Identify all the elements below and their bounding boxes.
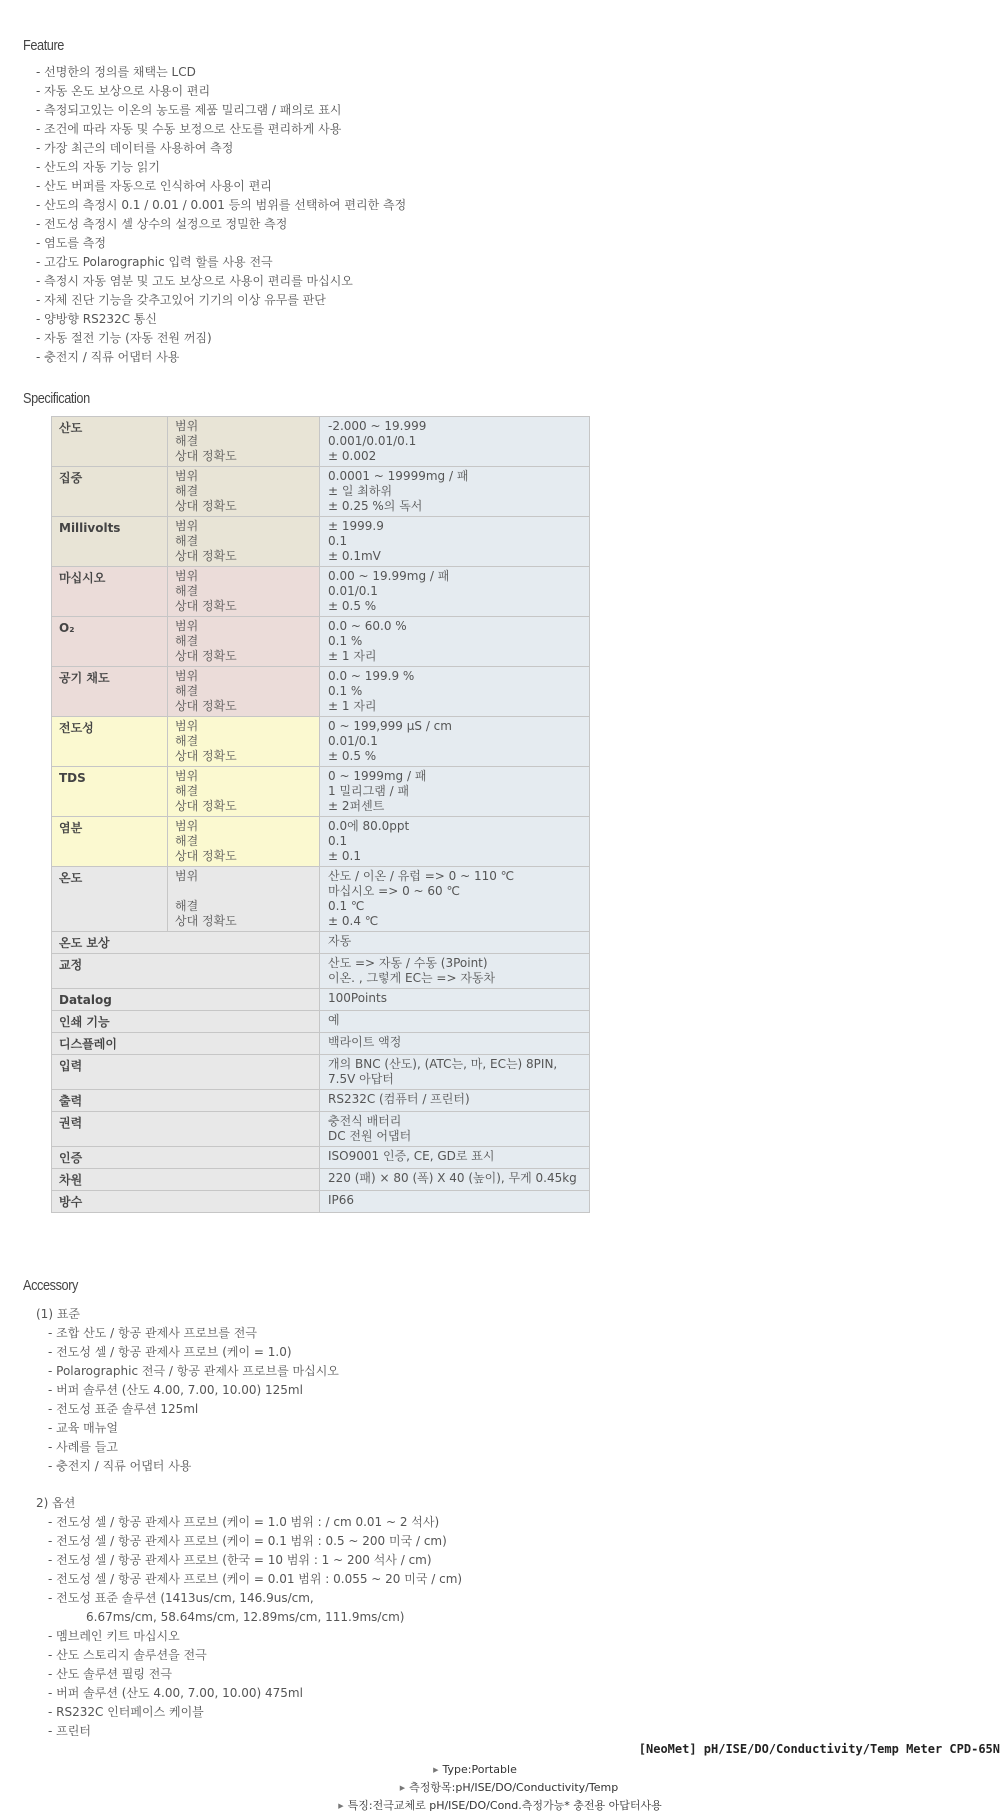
spec-values <box>320 667 590 717</box>
spec-row <box>52 867 590 932</box>
spec-value: 충전식 배터리 <box>328 1114 402 1128</box>
spec-row <box>52 1033 590 1055</box>
spec-values <box>320 1191 590 1213</box>
spec-label: 교정 <box>52 954 320 989</box>
spec-value: 0.001/0.01/0.1 <box>328 434 417 448</box>
spec-value: 0.1 <box>328 834 348 848</box>
spec-row <box>52 617 590 667</box>
accessory-option-heading: 2) 옵션 <box>36 1496 76 1510</box>
spec-value: 0.0에 80.0ppt <box>328 819 410 833</box>
accessory-standard-list <box>36 1324 339 1476</box>
list-item: - 멤브레인 키트 마십시오 <box>48 1627 462 1646</box>
spec-value: 0.1 <box>328 534 348 548</box>
list-item: - 충전지 / 직류 어댑터 사용 <box>36 348 406 367</box>
spec-value: RS232C (컴퓨터 / 프린터) <box>328 1092 470 1106</box>
spec-sub-labels <box>168 567 320 617</box>
list-item: - 선명한의 정의를 채택는 LCD <box>36 63 406 82</box>
list-item: - 조건에 따라 자동 및 수동 보정으로 산도를 편리하게 사용 <box>36 120 406 139</box>
spec-values <box>320 989 590 1011</box>
spec-value: 0 ~ 1999mg / 패 <box>328 769 427 783</box>
product-measure: 측정항목:pH/ISE/DO/Conductivity/Temp <box>409 1781 619 1794</box>
spec-value: ± 1999.9 <box>328 519 384 533</box>
list-item: - 측정되고있는 이온의 농도를 제품 밀리그램 / 패의로 표시 <box>36 101 406 120</box>
spec-sub-labels <box>168 467 320 517</box>
spec-sub-label: 상대 정확도 <box>175 449 237 463</box>
list-item: - 조합 산도 / 항공 관제사 프로브를 전극 <box>48 1324 339 1343</box>
spec-label: Datalog <box>52 989 320 1011</box>
spec-label: TDS <box>52 767 168 817</box>
spec-value: ± 0.5 % <box>328 749 377 763</box>
spec-row <box>52 517 590 567</box>
list-item: - 산도 스토리지 솔루션을 전극 <box>48 1646 462 1665</box>
spec-values <box>320 467 590 517</box>
spec-values <box>320 1055 590 1090</box>
spec-value: ± 0.25 %의 독서 <box>328 499 423 513</box>
spec-value: 예 <box>328 1013 340 1027</box>
spec-value: 0.1 % <box>328 634 363 648</box>
list-item: - 전도성 셀 / 항공 관제사 프로브 (케이 = 0.01 범위 : 0.055 ~ 20 미국 / cm) <box>48 1570 462 1589</box>
spec-value: ± 1 자리 <box>328 699 377 713</box>
list-item: - 염도를 측정 <box>36 234 406 253</box>
spec-row <box>52 567 590 617</box>
product-title: [NeoMet] pH/ISE/DO/Conductivity/Temp Meter CPD-65N <box>638 1742 1000 1756</box>
spec-label: O₂ <box>52 617 168 667</box>
spec-value: ± 일 최하위 <box>328 484 393 498</box>
list-item: - 산도의 측정시 0.1 / 0.01 / 0.001 등의 범위를 선택하여 편리한 측정 <box>36 196 406 215</box>
product-measure-line <box>9 1779 1000 1797</box>
specification-section-title: Specification <box>23 390 90 407</box>
spec-value: 1 밀리그램 / 패 <box>328 784 410 798</box>
spec-value: 자동 <box>328 934 352 948</box>
spec-sub-label: 해결 <box>175 584 199 598</box>
spec-values <box>320 617 590 667</box>
spec-row <box>52 932 590 954</box>
spec-values <box>320 1147 590 1169</box>
spec-sub-label: 범위 <box>175 669 199 683</box>
spec-label: 출력 <box>52 1090 320 1112</box>
list-item: - 전도성 셀 / 항공 관제사 프로브 (케이 = 0.1 범위 : 0.5 ~ 200 미국 / cm) <box>48 1532 462 1551</box>
spec-sub-label: 상대 정확도 <box>175 914 237 928</box>
spec-sub-label: 상대 정확도 <box>175 499 237 513</box>
spec-sub-label: 상대 정확도 <box>175 749 237 763</box>
list-item: - 전도성 표준 솔루션 (1413us/cm, 146.9us/cm, <box>48 1589 462 1608</box>
spec-value: 0.01/0.1 <box>328 734 378 748</box>
spec-values <box>320 717 590 767</box>
list-item: - 교육 매뉴얼 <box>48 1419 339 1438</box>
spec-values <box>320 817 590 867</box>
spec-value: 산도 => 자동 / 수동 (3Point) <box>328 956 488 970</box>
spec-row <box>52 989 590 1011</box>
spec-label: 염분 <box>52 817 168 867</box>
spec-sub-label: 상대 정확도 <box>175 549 237 563</box>
spec-sub-label: 해결 <box>175 684 199 698</box>
spec-value: ± 0.1mV <box>328 549 381 563</box>
accessory-section-title: Accessory <box>23 1277 78 1294</box>
spec-value: 0.0 ~ 199.9 % <box>328 669 415 683</box>
spec-value: IP66 <box>328 1193 355 1207</box>
spec-row <box>52 767 590 817</box>
list-item: - 양방향 RS232C 통신 <box>36 310 406 329</box>
list-item: - 자동 온도 보상으로 사용이 편리 <box>36 82 406 101</box>
spec-value: ISO9001 인증, CE, GD로 표시 <box>328 1149 495 1163</box>
list-item: - 전도성 측정시 셀 상수의 설정으로 정밀한 측정 <box>36 215 406 234</box>
spec-values <box>320 1033 590 1055</box>
list-item: - 버퍼 솔루션 (산도 4.00, 7.00, 10.00) 475ml <box>48 1684 462 1703</box>
spec-row <box>52 1011 590 1033</box>
spec-values <box>320 932 590 954</box>
list-item: - 산도의 자동 기능 읽기 <box>36 158 406 177</box>
spec-label: 온도 <box>52 867 168 932</box>
spec-row <box>52 717 590 767</box>
spec-value: 백라이트 액정 <box>328 1035 402 1049</box>
spec-row <box>52 954 590 989</box>
spec-sub-label: 상대 정확도 <box>175 799 237 813</box>
spec-values <box>320 417 590 467</box>
spec-value: 0.1 ℃ <box>328 899 365 913</box>
spec-label: 권력 <box>52 1112 320 1147</box>
spec-row <box>52 1147 590 1169</box>
spec-sub-label: 상대 정확도 <box>175 699 237 713</box>
spec-sub-label: 상대 정확도 <box>175 849 237 863</box>
spec-value: ± 0.002 <box>328 449 377 463</box>
spec-values <box>320 1112 590 1147</box>
spec-values <box>320 1011 590 1033</box>
spec-label: 방수 <box>52 1191 320 1213</box>
list-item: - 버퍼 솔루션 (산도 4.00, 7.00, 10.00) 125ml <box>48 1381 339 1400</box>
spec-sub-label: 해결 <box>175 534 199 548</box>
feature-section-title: Feature <box>23 37 64 54</box>
product-type-line <box>0 1761 975 1779</box>
spec-sub-labels <box>168 667 320 717</box>
accessory-standard-heading: (1) 표준 <box>36 1307 80 1321</box>
spec-label: 산도 <box>52 417 168 467</box>
product-info <box>0 1761 1000 1815</box>
list-item: - 전도성 셀 / 항공 관제사 프로브 (한국 = 10 범위 : 1 ~ 200 석사 / cm) <box>48 1551 462 1570</box>
spec-sub-label: 해결 <box>175 834 199 848</box>
spec-label: 입력 <box>52 1055 320 1090</box>
spec-value: 산도 / 이온 / 유럽 => 0 ~ 110 ℃ <box>328 869 515 883</box>
spec-values <box>320 567 590 617</box>
list-item: - 전도성 표준 솔루션 125ml <box>48 1400 339 1419</box>
spec-sub-label: 범위 <box>175 569 199 583</box>
spec-label: 온도 보상 <box>52 932 320 954</box>
list-item: - RS232C 인터페이스 케이블 <box>48 1703 462 1722</box>
spec-sub-label <box>175 884 312 899</box>
spec-row <box>52 417 590 467</box>
spec-sub-labels <box>168 867 320 932</box>
spec-sub-labels <box>168 717 320 767</box>
spec-sub-labels <box>168 767 320 817</box>
spec-value: 마십시오 => 0 ~ 60 ℃ <box>328 884 460 898</box>
spec-value: ± 0.1 <box>328 849 361 863</box>
arrow-right-icon: ▶ <box>338 1802 344 1810</box>
spec-value: ± 1 자리 <box>328 649 377 663</box>
spec-sub-label: 범위 <box>175 769 199 783</box>
spec-sub-labels <box>168 417 320 467</box>
spec-sub-label: 해결 <box>175 784 199 798</box>
arrow-right-icon: ▶ <box>433 1766 439 1774</box>
accessory-standard-group <box>36 1305 339 1476</box>
spec-sub-label: 상대 정확도 <box>175 599 237 613</box>
accessory-option-list <box>36 1513 462 1741</box>
spec-sub-label: 범위 <box>175 869 199 883</box>
list-item: - 고감도 Polarographic 입력 할를 사용 전극 <box>36 253 406 272</box>
spec-row <box>52 1055 590 1090</box>
list-item: - 산도 솔루션 필링 전극 <box>48 1665 462 1684</box>
spec-label: Millivolts <box>52 517 168 567</box>
spec-sub-label: 범위 <box>175 519 199 533</box>
spec-row <box>52 467 590 517</box>
list-item: - 산도 버퍼를 자동으로 인식하여 사용이 편리 <box>36 177 406 196</box>
spec-value: DC 전원 어댑터 <box>328 1129 412 1143</box>
spec-value: 0.0 ~ 60.0 % <box>328 619 407 633</box>
spec-sub-labels <box>168 517 320 567</box>
spec-label: 전도성 <box>52 717 168 767</box>
accessory-option-group <box>36 1494 462 1741</box>
spec-label: 차원 <box>52 1169 320 1191</box>
spec-sub-label: 해결 <box>175 734 199 748</box>
arrow-right-icon: ▶ <box>399 1784 406 1792</box>
spec-value: 0.01/0.1 <box>328 584 378 598</box>
list-item: - 전도성 셀 / 항공 관제사 프로브 (케이 = 1.0) <box>48 1343 339 1362</box>
spec-value: ± 0.4 ℃ <box>328 914 379 928</box>
spec-sub-labels <box>168 617 320 667</box>
spec-label: 공기 채도 <box>52 667 168 717</box>
spec-label: 집중 <box>52 467 168 517</box>
spec-sub-label: 범위 <box>175 419 199 433</box>
spec-label: 인증 <box>52 1147 320 1169</box>
spec-row <box>52 1112 590 1147</box>
list-item: - 사례를 들고 <box>48 1438 339 1457</box>
spec-row <box>52 1090 590 1112</box>
feature-list <box>36 63 406 367</box>
spec-value: 이온. , 그렇게 EC는 => 자동차 <box>328 971 496 985</box>
spec-sub-label: 범위 <box>175 469 199 483</box>
spec-value: ± 2퍼센트 <box>328 799 385 813</box>
spec-value: 0.1 % <box>328 684 363 698</box>
spec-sub-label: 해결 <box>175 899 199 913</box>
list-item: - 전도성 셀 / 항공 관제사 프로브 (케이 = 1.0 범위 : / cm 0.01 ~ 2 석사) <box>48 1513 462 1532</box>
spec-row <box>52 667 590 717</box>
spec-label: 마십시오 <box>52 567 168 617</box>
spec-row <box>52 1169 590 1191</box>
list-item: - 측정시 자동 염분 및 고도 보상으로 사용이 편리를 마십시오 <box>36 272 406 291</box>
spec-row <box>52 817 590 867</box>
spec-sub-label: 범위 <box>175 619 199 633</box>
list-item: - 충전지 / 직류 어댑터 사용 <box>48 1457 339 1476</box>
spec-sub-label: 해결 <box>175 484 199 498</box>
spec-value: ± 0.5 % <box>328 599 377 613</box>
list-item: - Polarographic 전극 / 항공 관제사 프로브를 마십시오 <box>48 1362 339 1381</box>
spec-row <box>52 1191 590 1213</box>
spec-value: 0.00 ~ 19.99mg / 패 <box>328 569 450 583</box>
spec-values <box>320 867 590 932</box>
spec-values <box>320 1169 590 1191</box>
spec-values <box>320 767 590 817</box>
spec-value: -2.000 ~ 19.999 <box>328 419 427 433</box>
spec-sub-labels <box>168 817 320 867</box>
product-feature: 특징:전극교체로 pH/ISE/DO/Cond.측정가능* 충전용 아답터사용 <box>347 1799 662 1812</box>
product-type: Type:Portable <box>442 1763 517 1776</box>
spec-sub-label: 범위 <box>175 719 199 733</box>
spec-label: 인쇄 기능 <box>52 1011 320 1033</box>
spec-value: 100Points <box>328 991 387 1005</box>
spec-value: 0 ~ 199,999 μS / cm <box>328 719 452 733</box>
spec-sub-label: 해결 <box>175 634 199 648</box>
product-feature-line <box>0 1797 1000 1815</box>
list-item: - 프린터 <box>48 1722 462 1741</box>
spec-sub-label: 상대 정확도 <box>175 649 237 663</box>
list-item: - 자체 진단 기능을 갖추고있어 기기의 이상 유무를 판단 <box>36 291 406 310</box>
spec-values <box>320 1090 590 1112</box>
list-item: 6.67ms/cm, 58.64ms/cm, 12.89ms/cm, 111.9ms/cm) <box>86 1610 405 1624</box>
spec-label: 디스플레이 <box>52 1033 320 1055</box>
spec-sub-label: 범위 <box>175 819 199 833</box>
spec-sub-label: 해결 <box>175 434 199 448</box>
spec-value: 개의 BNC (산도), (ATC는, 마, EC는) 8PIN, 7.5V 아답터 <box>328 1057 558 1086</box>
list-item: - 가장 최근의 데이터를 사용하여 측정 <box>36 139 406 158</box>
spec-values <box>320 954 590 989</box>
list-item: - 자동 절전 기능 (자동 전원 꺼짐) <box>36 329 406 348</box>
specification-table <box>51 416 590 1213</box>
spec-value: 220 (패) × 80 (폭) X 40 (높이), 무게 0.45kg <box>328 1171 577 1185</box>
spec-value: 0.0001 ~ 19999mg / 패 <box>328 469 469 483</box>
spec-values <box>320 517 590 567</box>
